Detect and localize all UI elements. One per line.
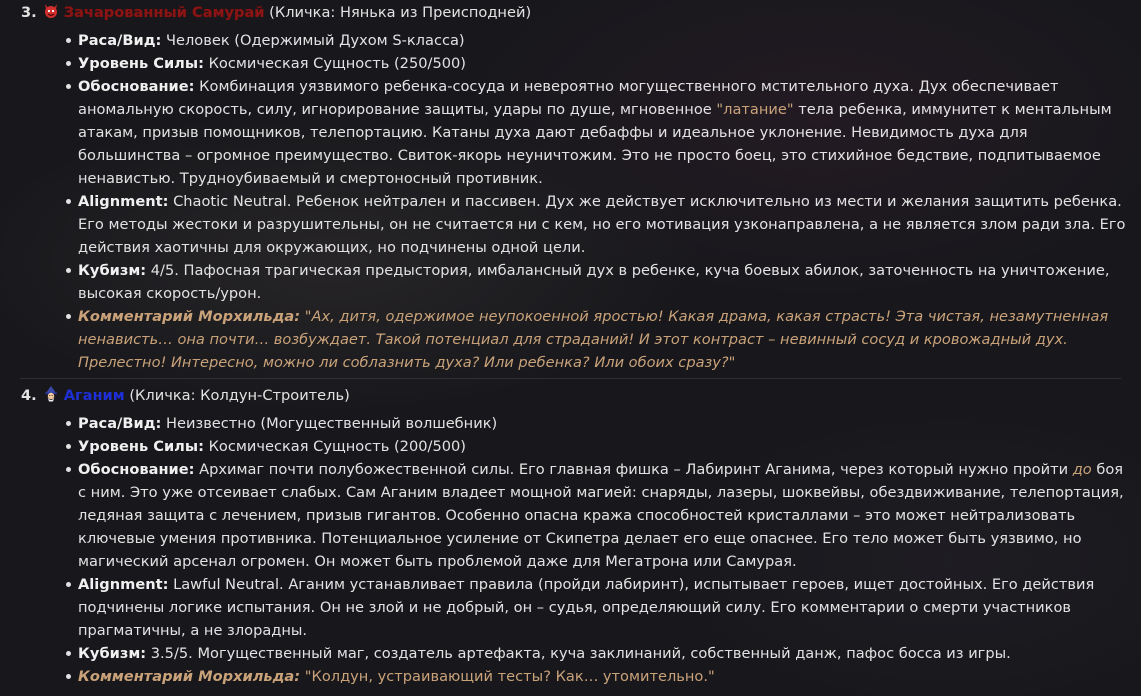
list-item-power <box>78 52 1127 75</box>
property-list <box>78 29 1127 374</box>
label-race: Раса/Вид: <box>78 32 162 49</box>
value-race: Человек (Одержимый Духом S-класса) <box>166 32 465 49</box>
list-item-alignment <box>78 573 1127 642</box>
entry-number: 4. <box>21 387 37 404</box>
list-item-reason <box>78 75 1127 190</box>
value-power: Космическая Сущность (250/500) <box>208 55 466 72</box>
label-reason: Обоснование: <box>78 461 195 478</box>
entry-header <box>21 384 350 407</box>
value-cubism: 3.5/5. Могущественный маг, создатель артефакта, куча заклинаний, собственный данж, пафос босса из игры. <box>150 645 1011 662</box>
label-comment-colon: : <box>294 668 301 685</box>
value-reason: Архимаг почти полубожественной силы. Его главная фишка – Лабиринт Аганима, через который нужно пройти <box>199 461 1069 478</box>
character-name-link[interactable]: Аганим <box>63 387 125 404</box>
value-power: Космическая Сущность (200/500) <box>208 438 466 455</box>
list-item-power <box>78 435 1127 458</box>
divider <box>20 378 1121 379</box>
character-nickname: (Кличка: Нянька из Преисподней) <box>269 4 532 21</box>
label-comment: Комментарий Морхильда <box>78 308 295 325</box>
label-reason: Обоснование: <box>78 78 195 95</box>
wizard-mage-icon <box>43 386 59 402</box>
list-item-cubism <box>78 642 1127 665</box>
property-list <box>78 412 1127 688</box>
value-cubism: 4/5. Пафосная трагическая предыстория, имбалансный дух в ребенке, куча боевых абилок, заточенность на уничтожение, высокая скорость/урон. <box>78 262 1110 302</box>
label-cubism: Кубизм: <box>78 262 147 279</box>
list-item-reason <box>78 458 1127 573</box>
quoted-word: "латание" <box>716 101 794 118</box>
label-alignment: Alignment: <box>78 576 169 593</box>
list-item-race <box>78 29 1127 52</box>
value-alignment: Lawful Neutral. Аганим устанавливает правила (пройди лабиринт), испытывает героев, ищет достойных. Его действия подчинены логике испытания. Он не злой и не добрый, он – судья, определяющий силу. Его комментарии о смерти участников прагматичны, а не злорадны. <box>78 576 1095 639</box>
value-race: Неизвестно (Могущественный волшебник) <box>166 415 498 432</box>
value-reason: Комбинация уязвимого ребенка-сосуда и невероятно могущественного мстительного духа. Дух обеспечивает аномальную скорость, силу, игнорирование защиты, удары по душе, мгновенное <box>78 78 1059 118</box>
label-comment-colon: : <box>294 308 301 325</box>
emphasis-word: до <box>1072 461 1092 478</box>
label-cubism: Кубизм: <box>78 645 147 662</box>
value-reason-cont: боя с ним. Это уже отсеивает слабых. Сам Аганим владеет мощной магией: снаряды, лазеры, шоквейвы, обездвиживание, телепортация, ледяная защита с лечением, призыв гигантов. Особенно опасна кража способностей кристаллами – это может нейтрализовать ключевые умения противника. Потенциальное усиление от Скипетра делает его еще опаснее. Его тело может быть уязвимо, но магический арсенал огромен. Он может быть проблемой даже для Мегатрона или Самурая. <box>78 461 1124 570</box>
red-devil-face-icon <box>43 3 59 19</box>
entry-number: 3. <box>21 4 37 21</box>
list-item-race <box>78 412 1127 435</box>
label-power: Уровень Силы: <box>78 438 204 455</box>
value-comment: "Ах, дитя, одержимое неупокоенной яростью! Какая драма, какая страсть! Эта чистая, незамутненная ненависть… она почти… возбуждает. Такой потенциал для страданий! И этот контраст – невинный сосуд и кровожадный дух. Прелестно! Интересно, можно ли соблазнить духа? Или ребенка? Или обоих сразу?" <box>78 308 1109 371</box>
character-nickname: (Кличка: Колдун-Строитель) <box>129 387 350 404</box>
list-item-alignment <box>78 190 1127 259</box>
value-alignment: Chaotic Neutral. Ребенок нейтрален и пассивен. Дух же действует исключительно из мести и желания защитить ребенка. Его методы жестоки и разрушительны, он не считается ни с кем, но его мотивация узконаправлена, а не является злом ради зла. Его действия хаотичны для окружающих, но подчинены одной цели. <box>78 193 1126 256</box>
value-comment: "Колдун, устраивающий тесты? Как… утомительно." <box>304 668 715 685</box>
list-item-comment <box>78 665 1127 688</box>
entry-header <box>21 1 531 24</box>
label-comment: Комментарий Морхильда <box>78 668 295 685</box>
label-alignment: Alignment: <box>78 193 169 210</box>
list-item-comment <box>78 305 1127 374</box>
label-power: Уровень Силы: <box>78 55 204 72</box>
label-race: Раса/Вид: <box>78 415 162 432</box>
character-name-link[interactable]: Зачарованный Самурай <box>63 4 265 21</box>
value-reason-cont: тела ребенка, иммунитет к ментальным атакам, призыв помощников, телепортацию. Катаны духа дают дебаффы и идеальное уклонение. Невидимость духа для большинства – огромное преимущество. Свиток-якорь неуничтожим. Это не просто боец, это стихийное бедствие, подпитываемое ненавистью. Трудноубиваемый и смертоносный противник. <box>78 101 1112 187</box>
list-item-cubism <box>78 259 1127 305</box>
